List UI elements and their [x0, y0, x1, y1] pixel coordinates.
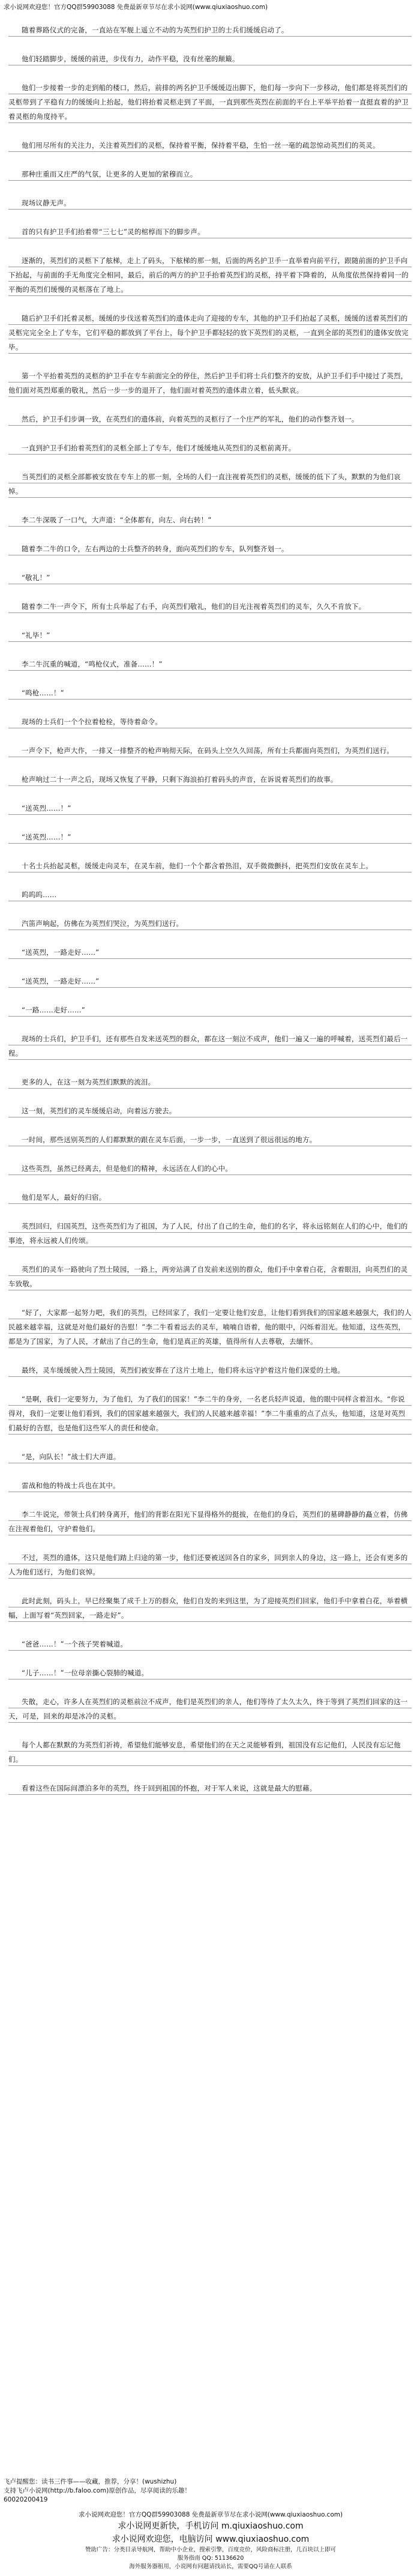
chapter-paragraph: “礼毕！”: [8, 628, 412, 642]
chapter-paragraph: 一时间，那些送别英烈的人们都默默的跟在灵车后面，一步一步，一直送到了很远很远的地方。: [8, 1132, 412, 1147]
paragraph-gap: [8, 1435, 412, 1450]
paragraph-gap: [8, 931, 412, 945]
chapter-paragraph: “是，向队长！”战士们大声道。: [8, 1450, 412, 1464]
paragraph-gap: [8, 988, 412, 1003]
paragraph-gap: [8, 354, 412, 369]
chapter-paragraph: 英烈回归，归国英烈，这些英烈们为了祖国，为了人民，付出了自己的生命，他们的名字，将永远铭刻在人们的心中，他们的事迹，将永远被人们传颂。: [8, 1219, 412, 1248]
chapter-paragraph: 然后，护卫手们步调一致，在英烈们的遗体前，向着英烈的灵柩行了一个庄严的军礼，他们的动作整齐划一。: [8, 412, 412, 426]
chapter-paragraph: “儿子……！”一位母亲撕心裂肺的喊道。: [8, 1666, 412, 1680]
paragraph-gap: [8, 758, 412, 772]
chapter-paragraph: 那种庄重而又庄严的气氛，让更多的人更加的紧穆而立。: [8, 167, 412, 181]
paragraph-gap: [8, 1089, 412, 1104]
site-support-link[interactable]: 支持飞卢小说网(http://b.faloo.com)原创作品，尽享阅读的乐趣！: [4, 2487, 191, 2494]
paragraph-gap: [8, 1147, 412, 1161]
paragraph-gap: [8, 297, 412, 311]
chapter-paragraph: 看着这些在国际间漂泊多年的英烈，终于回到祖国的怀抱，对于军人来说，这就是最大的慰藉。: [8, 1781, 412, 1795]
paragraph-gap: [8, 37, 412, 52]
paragraph-gap: [8, 426, 412, 441]
chapter-paragraph: 他们一步接着一步的走到船的楼口，然后，前排的两名护卫手缓缓迈出脚下，他们每一步向下一步移动，他们都是将英烈们的灵柩带到了平稳有力的缓缓向上抬起，他们将抬着灵柩走到了平面，一直到那些英烈在前面的平台上平举平抬着一直挺直着的护卫着灵柩的角度持平。: [8, 80, 412, 124]
chapter-paragraph: 他们轻踏脚步，缓缓的前进，步伐有力，动作平稳，没有丝毫的颠簸。: [8, 52, 412, 66]
paragraph-gap: [8, 1176, 412, 1190]
paragraph-gap: [8, 181, 412, 196]
paragraph-gap: [8, 210, 412, 225]
chapter-paragraph: 呜呜呜……: [8, 887, 412, 902]
chapter-paragraph: 现场议静无声。: [8, 196, 412, 210]
paragraph-gap: [8, 556, 412, 570]
chapter-paragraph: “是啊，我们一定要努力，为了他们，为了我们的国家！”李二牛的身旁，一名老兵轻声说道，他的眼中同样含着泪水。“你说得对，我们一定要让他们看到，我们的国家越来越强大，我们的人民越来越幸福！”李二牛重重的点了点头，他知道，这是对英烈们最好的告慰，也是他们这些军人的责任和使命。: [8, 1392, 412, 1435]
chapter-paragraph: 随着葬路仪式的完备，一直站在军舰上遥立不动的为英烈们护卫的士兵们缓缓启动了。: [8, 23, 412, 37]
paragraph-gap: [8, 671, 412, 686]
chapter-paragraph: 现场的士兵们，护卫手们，还有那些自发来送英烈的群众，都在这一刻泣不成声，他们一遍又一遍的呼喊着，送英烈们最后一程。: [8, 1032, 412, 1060]
chapter-paragraph: “一路……走好……”: [8, 1003, 412, 1017]
paragraph-gap: [8, 585, 412, 599]
footer-qq-line: 求小说网欢迎您！官方QQ群59903088 免费最新章节尽在求小说网(www.qiuxiaoshuo.com): [78, 2511, 343, 2518]
chapter-paragraph: 他们用尽所有的关注力，关注着英烈们的灵柩，保持着平衡，保持着平稳，生怕一丝一毫的疏忽惊动英烈们的英灵。: [8, 138, 412, 153]
paragraph-gap: [8, 66, 412, 80]
chapter-paragraph: 一直到护卫手们抬着英烈们的灵柩全部上了专车，他们才缓缓地从英烈们的灵柩前离开。: [8, 441, 412, 455]
paragraph-gap: [8, 1349, 412, 1363]
paragraph-gap: [8, 1377, 412, 1392]
paragraph-gap: [8, 1493, 412, 1507]
paragraph-gap: [8, 787, 412, 801]
paragraph-gap: [8, 455, 412, 470]
chapter-paragraph: “鸣枪……！”: [8, 686, 412, 700]
paragraph-gap: [8, 700, 412, 715]
mobile-url-line[interactable]: 求小说网更新快，手机访问 m.qiuxiaoshuo.com: [118, 2521, 304, 2531]
paragraph-gap: [8, 1536, 412, 1550]
chapter-paragraph: 英烈们的灵车一路驶向了烈士陵园，一路上，两旁站满了自发前来送别的群众，他们手中拿着白花，含着眼泪，向英烈们的灵车致敬。: [8, 1262, 412, 1291]
paragraph-gap: [8, 1060, 412, 1075]
paragraph-gap: [8, 844, 412, 859]
chapter-paragraph: 这一刻，英烈们的灵车缓缓启动，向着远方驶去。: [8, 1104, 412, 1118]
chapter-paragraph: 雷战和他的特战士兵也在其中。: [8, 1478, 412, 1493]
chapter-paragraph: 不过，英烈的遗体，这只是他们踏上归途的第一步，他们还要被送回各自的家乡，回到亲人的身边，这一路上，还会有更多的人为他们送行，为他们哀悼。: [8, 1550, 412, 1579]
chapter-paragraph: 首的只有护卫手们抬着带“三七七”灵的棺椁而下的脚步声。: [8, 225, 412, 239]
chapter-paragraph: 现场的士兵们一个个拉着枪栓，等待着命令。: [8, 715, 412, 729]
chapter-paragraph: 李二牛深吸了一口气，大声道：“全体都有，向左、向右转！”: [8, 513, 412, 527]
paragraph-gap: [8, 398, 412, 412]
chapter-body: [8, 23, 412, 1795]
paragraph-gap: [8, 124, 412, 138]
chapter-paragraph: “爸爸……！”一个孩子哭着喊道。: [8, 1637, 412, 1651]
chapter-paragraph: 随后护卫手们托着灵柩，缓缓的步伐送着英烈们的遗体走向了迎接的专车，其他的护卫手们抬起了灵柩，缓缓的送着英烈们的灵柩完完全全上了专车，它们平稳的都放到了平台上，每个护卫手都轻轻的放下英烈们的灵柩，一直到全部的英烈们的遗体安放完毕。: [8, 311, 412, 354]
chapter-paragraph: 此时此刻，码头上，早已经聚集了成千上万的群众，他们自发的来到这里，为了迎接英烈们回家，他们手中拿着白花，举着横幅，上面写着“英烈回家，一路走好”。: [8, 1594, 412, 1622]
chapter-paragraph: 随着李二牛一声令下，所有士兵举起了右手，向英烈们敬礼，他们的目光注视着英烈们的灵车，久久不肯放下。: [8, 599, 412, 614]
paragraph-gap: [8, 902, 412, 916]
paragraph-gap: [8, 1291, 412, 1305]
chapter-paragraph: “送英烈，一路走好……”: [8, 945, 412, 960]
paragraph-gap: [8, 498, 412, 513]
paragraph-gap: [8, 153, 412, 167]
chapter-paragraph: “送英烈，一路走好……”: [8, 974, 412, 988]
chapter-paragraph: 当英烈们的灵柩全部都被安放在专车上的那一刻，全场的人们一直注视着英烈们的灵柩，缓缓的低下了头，默默的为他们哀悼。: [8, 470, 412, 498]
chapter-paragraph: 他们是军人，最好的归宿。: [8, 1190, 412, 1205]
paragraph-gap: [8, 1205, 412, 1219]
after-note: 飞卢提醒您：读书三件事——收藏，推荐，分享！(wushizhu): [4, 2478, 177, 2485]
paragraph-gap: [8, 1622, 412, 1637]
paragraph-gap: [8, 729, 412, 743]
paragraph-gap: [8, 1248, 412, 1262]
paragraph-gap: [8, 1651, 412, 1666]
chapter-paragraph: 李二牛沉重的喊道，“鸣枪仪式，准备……！”: [8, 657, 412, 671]
chapter-paragraph: 第一个平抬着英烈的灵柩的护卫手在专车前面完全的停住，然后护卫手们将士兵们整齐的安放，从护卫手们手中接过了英烈，他们面对英烈郑重的敬礼，然后一步一步的退开了，他们面对着英烈的遗体肃立着，低头默哀。: [8, 369, 412, 398]
paragraph-gap: [8, 614, 412, 628]
paragraph-gap: [8, 1680, 412, 1695]
paragraph-gap: [8, 1118, 412, 1132]
chapter-paragraph: “敬礼！”: [8, 570, 412, 585]
hosting-ad-line: 海外服务器租用，小说网有问题请找站长，需要QQ号请在人联系: [129, 2563, 292, 2570]
paragraph-gap: [8, 1464, 412, 1478]
page-footer: [4, 2478, 418, 2571]
chapter-paragraph: 李二牛说完，带领士兵们转身离开，他们的背影在阳光下显得格外的挺拔，在他们的身后，英烈们的墓碑静静的矗立着，仿佛在注视着他们，守护着他们。: [8, 1507, 412, 1536]
paragraph-gap: [8, 1767, 412, 1781]
chapter-paragraph: 逐渐的，英烈们的灵柩下了舷梯，走上了码头，下舷梯的那一刻，后面的两名护卫手一直举着向前平行，跟随前面的护卫手向下抬起，与前面的手无角度完全相同，最后，前后的两方的护卫手抬着英烈们的灵柩，持平着下降着的，从角度依然保持着同一的平衡的英烈们缓慢的灵柩落在了地上。: [8, 253, 412, 297]
paragraph-gap: [8, 527, 412, 542]
service-qq-line: 服务指南 QQ: 51136620: [177, 2555, 244, 2562]
chapter-paragraph: 最终，灵车缓缓驶入烈士陵园，英烈们被安葬在了这片土地上，他们将永远守护着这片他们深爱的土地。: [8, 1363, 412, 1377]
chapter-paragraph: 一声令下，枪声大作，一排又一排整齐的枪声响彻天际，在码头上空久久回荡，所有士兵都面向英烈们，为英烈们送行。: [8, 743, 412, 758]
paragraph-gap: [8, 960, 412, 974]
chapter-paragraph: 失散，走心，许多人在英烈们的灵柩前泣不成声，他们是英烈们的亲人，他们等待了太久太久，终于等到了英烈们回家的这一天，可是，回来的却是冰冷的灵柩。: [8, 1695, 412, 1723]
chapter-paragraph: 每个人都在默默的为英烈们祈祷，希望他们能够安息，希望他们的在天之灵能够看到，祖国没有忘记他们，人民没有忘记他们。: [8, 1738, 412, 1767]
paragraph-gap: [8, 642, 412, 657]
paragraph-gap: [8, 1723, 412, 1738]
chapter-paragraph: 更多的人，在这一刻为英烈们默默的流泪。: [8, 1075, 412, 1089]
paragraph-gap: [8, 239, 412, 253]
page-code: 60020200419: [4, 2496, 48, 2503]
chapter-paragraph: 十名士兵抬起灵柩，缓缓走向灵车，在灵车前，他们一个个都含着热泪，双手微微颤抖，把英烈们安放在灵车上。: [8, 859, 412, 873]
paragraph-gap: [8, 815, 412, 830]
site-header: 求小说网欢迎您！官方QQ群59903088 免费最新章节尽在求小说网(www.qiuxiaoshuo.com): [4, 4, 268, 11]
sponsor-ad-line: 赞助广告：分类目录导航网，帮助中小企业，搜索引擎，百度竞价，风险商标注册，几百块以上即可: [85, 2547, 336, 2553]
chapter-paragraph: 汽笛声响起，仿佛在为英烈们哭泣，为英烈们送行。: [8, 916, 412, 931]
chapter-paragraph: “好了，大家都一起努力吧，我们的英烈，已经回家了，我们一定要让他们安息，让他们看到我们的国家越来越强大，我们的人民越来越幸福，这就是对他们最好的告慰！”李二牛看着远去的灵车，喃喃自语着，他的眼中，闪烁着泪光。他知道，这些英烈，都是为了国家，为了人民，才献出了自己的生命，他们是真正的英雄，值得所有人去尊敬，去缅怀。: [8, 1305, 412, 1349]
chapter-paragraph: 随着李二牛的口令，左右两边的士兵整齐的转身，面向英烈们的专车，队列整齐划一。: [8, 542, 412, 556]
paragraph-gap: [8, 1579, 412, 1594]
paragraph-gap: [8, 1017, 412, 1032]
paragraph-gap: [8, 873, 412, 887]
chapter-paragraph: 枪声响过二十一声之后，现场又恢复了平静，只剩下海浪拍打着码头的声音，在诉说着英烈们的故事。: [8, 772, 412, 787]
desktop-url-line[interactable]: 求小说网欢迎您，电脑访问 www.qiuxiaoshuo.com: [112, 2535, 310, 2544]
chapter-paragraph: “送英烈……！”: [8, 801, 412, 815]
chapter-paragraph: “送英烈……！”: [8, 830, 412, 844]
chapter-paragraph: 这些英烈，虽然已经离去，但是他们的精神，永远活在人们的心中。: [8, 1161, 412, 1176]
